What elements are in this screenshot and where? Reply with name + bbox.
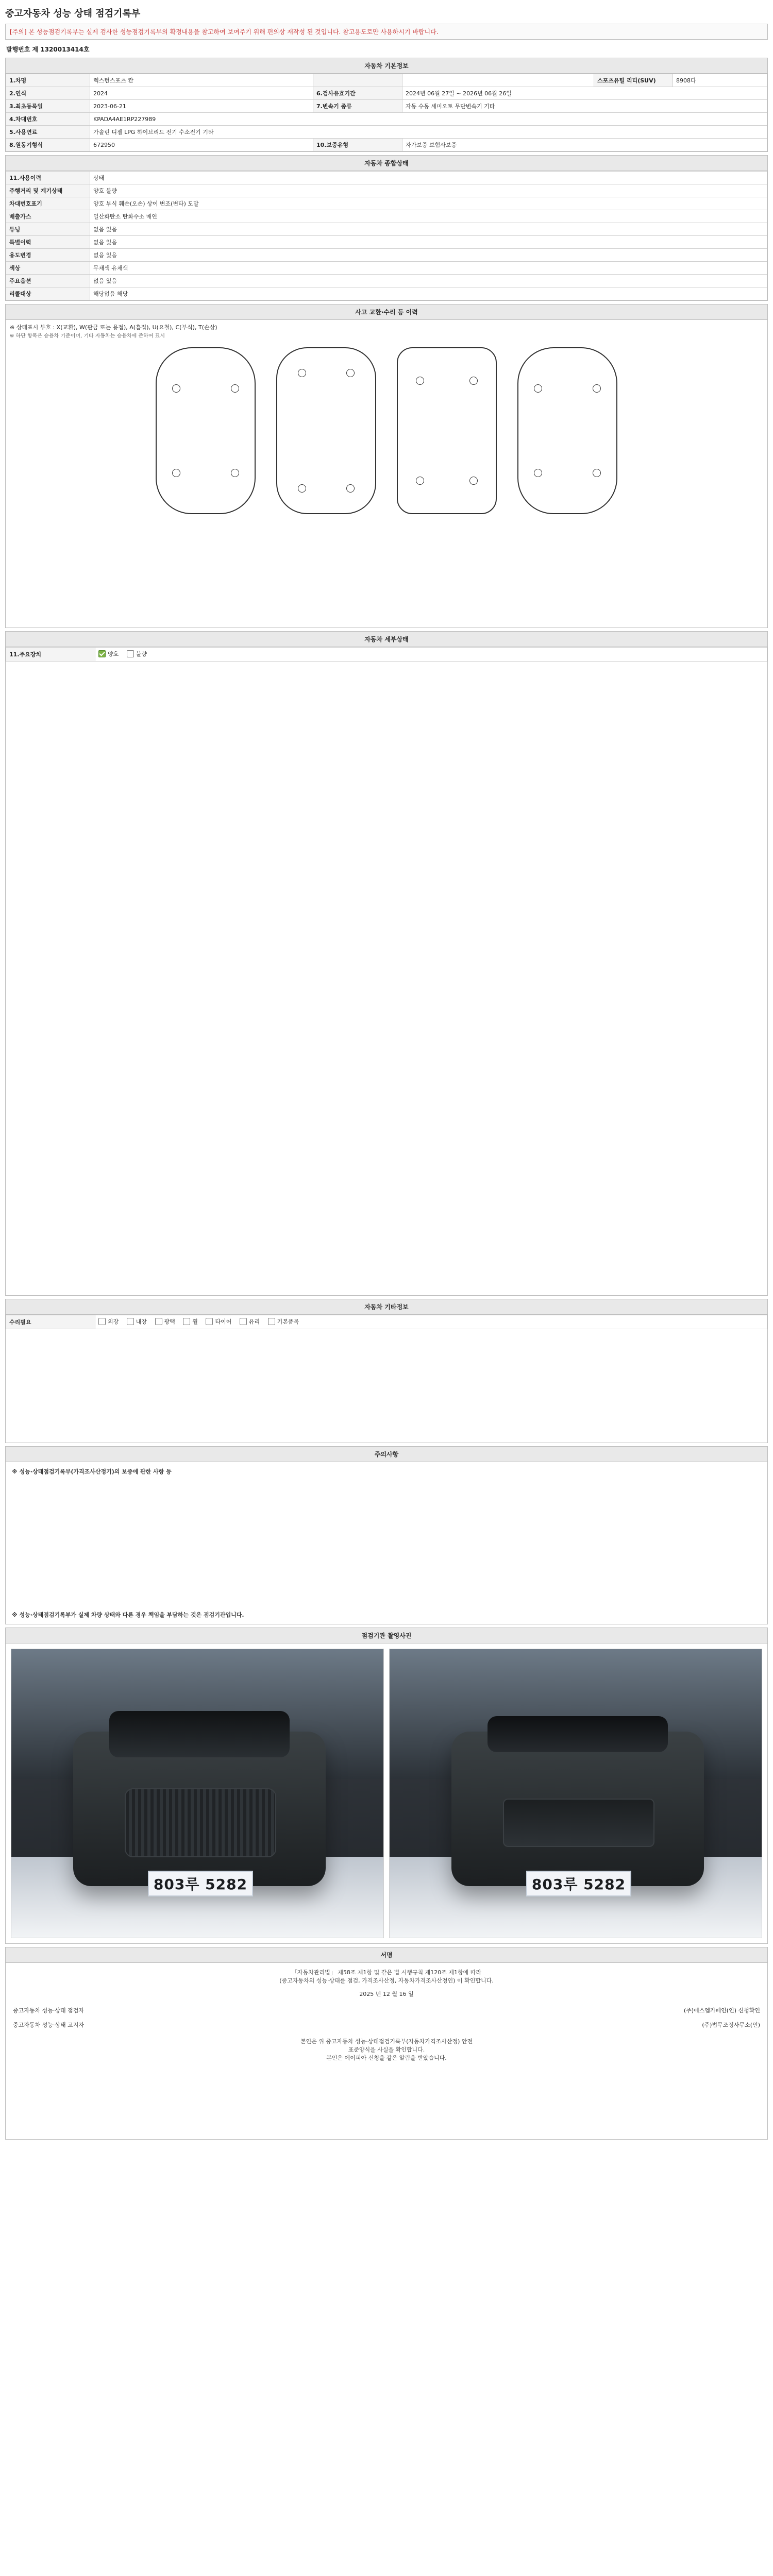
overall-label-4: 배출가스 [6,210,90,223]
accident-note: ※ 하단 항목은 승용차 기준이며, 기타 자동차는 승용차에 준하여 표시 [10,333,165,339]
other-item-label: 휠 [192,1318,198,1325]
diagram-marker [534,384,542,393]
basic-value-6: 672950 [90,139,313,151]
accident-legend-line: ※ 상태표시 부호 : X(교환), W(판금 또는 용접), A(흠집), U(요철), C(부식), T(손상) [10,324,217,331]
other-item-label: 타이어 [215,1318,232,1325]
basic-value-1: 렉스턴스포츠 칸 [90,74,313,87]
diagram-marker [298,484,306,493]
other-item [155,1317,175,1326]
basic-label-6: 8.원동기형식 [6,139,90,151]
accident-section [5,304,768,628]
other-items [95,1315,767,1329]
caution-section [5,1446,768,1624]
diagram-marker [593,469,601,477]
vehicle-rear-window [488,1716,668,1752]
notice-text: [주의] 본 성능점검기록부는 실제 검사한 성능점검기록부의 확정내용을 참고하여 보여주기 위해 편의상 재작성 된 것입니다. 참고용도로만 사용하시기 바랍니다. [10,28,439,36]
caution-text-block [12,1479,761,1607]
overall-label-7: 용도변경 [6,249,90,262]
basic-label-1: 1.차명 [6,74,90,87]
diagram-marker [231,384,239,393]
sign-left-2: 중고자동차 성능·상태 고지자 [13,2022,85,2028]
car-diagram [6,342,767,514]
basic-midlabel-2: 6.검사유효기간 [313,87,402,100]
sign-bottom-1: 본인은 위 중고자동차 성능·상태점검기록부(자동차가격조사산정) 안전 [300,2038,473,2045]
sign-left-1: 중고자동차 성능·상태 점검자 [13,2007,85,2014]
other-item [127,1317,147,1326]
overall-label-3: 차대번호표기 [6,197,90,210]
other-item [183,1317,198,1326]
detail-label: 11.주요장치 [6,648,95,662]
photos-title: 점검기관 촬영사진 [6,1628,767,1643]
caution-tail: ※ 성능·상태점검기록부가 실제 차량 상태와 다른 경우 책임을 부담하는 것은 점검기관입니다. [12,1612,244,1618]
accident-title: 사고 교환·수리 등 이력 [6,304,767,320]
basic-value-5: 가솔린 디젤 LPG 하이브리드 전기 수소전기 기타 [90,126,767,139]
other-item-label: 기본품목 [277,1318,299,1325]
check-off-icon [155,1318,162,1325]
overall-value-8: 무채색 유채색 [90,262,767,275]
front-photo [11,1649,384,1938]
check-on-icon [98,650,106,657]
sign-bottom [6,2032,767,2067]
other-section [5,1299,768,1443]
overall-title: 자동차 종합상태 [6,156,767,171]
diagram-marker [231,469,239,477]
diagram-marker [416,377,424,385]
caution-title: 주의사항 [6,1447,767,1462]
diagram-marker [172,384,180,393]
overall-label-8: 색상 [6,262,90,275]
basic-midvalue-6: 자가보증 보험사보증 [402,139,767,151]
detail-body [95,648,767,662]
car-diagram-side [517,347,617,514]
detail-check-good [98,650,119,658]
diagram-marker [346,484,355,493]
sign-row-2 [6,2018,767,2032]
other-item [240,1317,260,1326]
basic-midvalue-2: 2024년 06월 27일 ~ 2026년 06월 26일 [402,87,767,100]
vehicle-tailgate [503,1799,654,1847]
diagram-marker [172,469,180,477]
diagram-marker [469,377,478,385]
overall-label-2: 주행거리 및 계기상태 [6,184,90,197]
detail-check-bad [127,650,147,658]
overall-label-9: 주요옵션 [6,275,90,287]
check-off-icon [240,1318,247,1325]
detail-table [6,647,767,662]
check-off-icon [127,650,134,657]
diagram-marker [593,384,601,393]
notice-box [5,24,768,40]
document-number [6,45,768,54]
basic-label-5: 5.사용연료 [6,126,90,139]
back-photo [389,1649,762,1938]
basic-value-2: 2024 [90,87,313,100]
diagram-marker [534,469,542,477]
basic-midvalue-3: 자동 수동 세미오토 무단변속기 기타 [402,100,767,113]
sign-line-1: 「자동차관리법」 제58조 제1항 및 같은 법 시행규칙 제120조 제1항에 따라 [291,1969,482,1976]
check-off-icon [183,1318,190,1325]
caution-body [6,1462,767,1624]
basic-rightlabel-1: 스포츠유틸 리티(SUV) [594,74,673,87]
overall-label-10: 리콜대상 [6,287,90,300]
vehicle-windshield [109,1711,290,1757]
basic-midlabel-3: 7.변속기 종류 [313,100,402,113]
overall-value-5: 없음 있음 [90,223,767,236]
other-item [268,1317,299,1326]
basic-label-4: 4.차대번호 [6,113,90,126]
other-item-label: 광택 [164,1318,175,1325]
other-table [6,1315,767,1329]
detail-title: 자동차 세부상태 [6,632,767,647]
sign-bottom-3: 본인은 에이피아 신청을 같은 알림을 받았습니다. [326,2055,447,2061]
basic-info-title: 자동차 기본정보 [6,58,767,74]
check-label: 불량 [136,651,147,657]
basic-label-3: 3.최초등록일 [6,100,90,113]
accident-legend [6,320,767,342]
overall-table [6,171,767,300]
other-item [98,1317,119,1326]
basic-rightvalue-1: 8908다 [673,74,767,87]
sign-spacer [6,2067,767,2139]
other-label: 수리필요 [6,1315,95,1329]
check-off-icon [268,1318,275,1325]
overall-value-6: 없음 있음 [90,236,767,249]
caution-heading: ※ 성능·상태점검기록부(가격조사산정기)의 보증에 관한 사항 등 [12,1468,172,1475]
check-off-icon [206,1318,213,1325]
overall-label-1: 11.사용이력 [6,172,90,184]
accident-spacer [6,514,767,628]
basic-value-3: 2023-06-21 [90,100,313,113]
sign-intro [6,1963,767,2003]
diagram-marker [469,477,478,485]
detail-fill [6,662,767,1295]
sign-section [5,1947,768,2140]
other-item-label: 외장 [108,1318,119,1325]
vehicle-grill [125,1788,276,1857]
sign-row-1 [6,2003,767,2018]
basic-midlabel-6: 10.보증유형 [313,139,402,151]
license-plate: 803루 5282 [526,1871,631,1896]
overall-label-6: 특별이력 [6,236,90,249]
basic-label-2: 2.연식 [6,87,90,100]
overall-section [5,155,768,301]
check-off-icon [127,1318,134,1325]
overall-value-9: 없음 있음 [90,275,767,287]
diagram-marker [416,477,424,485]
basic-value-4: KPADA4AE1RP227989 [90,113,767,126]
sign-title: 서명 [6,1947,767,1963]
sign-line-2: (중고자동차의 성능·상태를 점검, 가격조사산정, 자동차가격조사산정인) 이 확인합니다. [279,1977,494,1984]
check-off-icon [98,1318,106,1325]
document-number-label: 발행번호 제 [6,46,39,53]
check-label: 양호 [108,651,119,657]
overall-value-10: 해당없음 해당 [90,287,767,300]
diagram-marker [298,369,306,377]
other-fill [6,1329,767,1443]
document-title: 중고자동차 성능 상태 점검기록부 [5,8,141,19]
photos-section [5,1628,768,1944]
overall-value-1: 상태 [90,172,767,184]
basic-midvalue-1 [402,74,594,87]
other-item-label: 유리 [248,1318,260,1325]
car-diagram-bottom [397,347,497,514]
basic-info-table [6,74,767,151]
overall-value-3: 양호 부식 훼손(오손) 상이 변조(변타) 도말 [90,197,767,210]
sign-bottom-2: 표준양식을 사실을 확인합니다. [348,2046,425,2053]
other-item [206,1317,231,1326]
photos-row [6,1643,767,1943]
basic-midlabel-1 [313,74,402,87]
sign-right-2: (주)법무조정사무소(인) [702,2022,760,2028]
car-diagram-front [156,347,256,514]
diagram-marker [346,369,355,377]
other-item-label: 내장 [136,1318,147,1325]
overall-value-2: 양호 불량 [90,184,767,197]
sign-right-1: (주)에스엠카페인(인) 신청확인 [683,2007,760,2014]
basic-info-section [5,58,768,152]
overall-label-5: 튜닝 [6,223,90,236]
other-title: 자동차 기타정보 [6,1299,767,1315]
car-diagram-top [276,347,376,514]
overall-value-7: 없음 있음 [90,249,767,262]
overall-value-4: 일산화탄소 탄화수소 매연 [90,210,767,223]
sign-date: 2025 년 12 월 16 일 [359,1991,414,1997]
document-number-value: 1320013414호 [40,46,90,53]
license-plate: 803루 5282 [148,1871,253,1896]
detail-section [5,631,768,1296]
